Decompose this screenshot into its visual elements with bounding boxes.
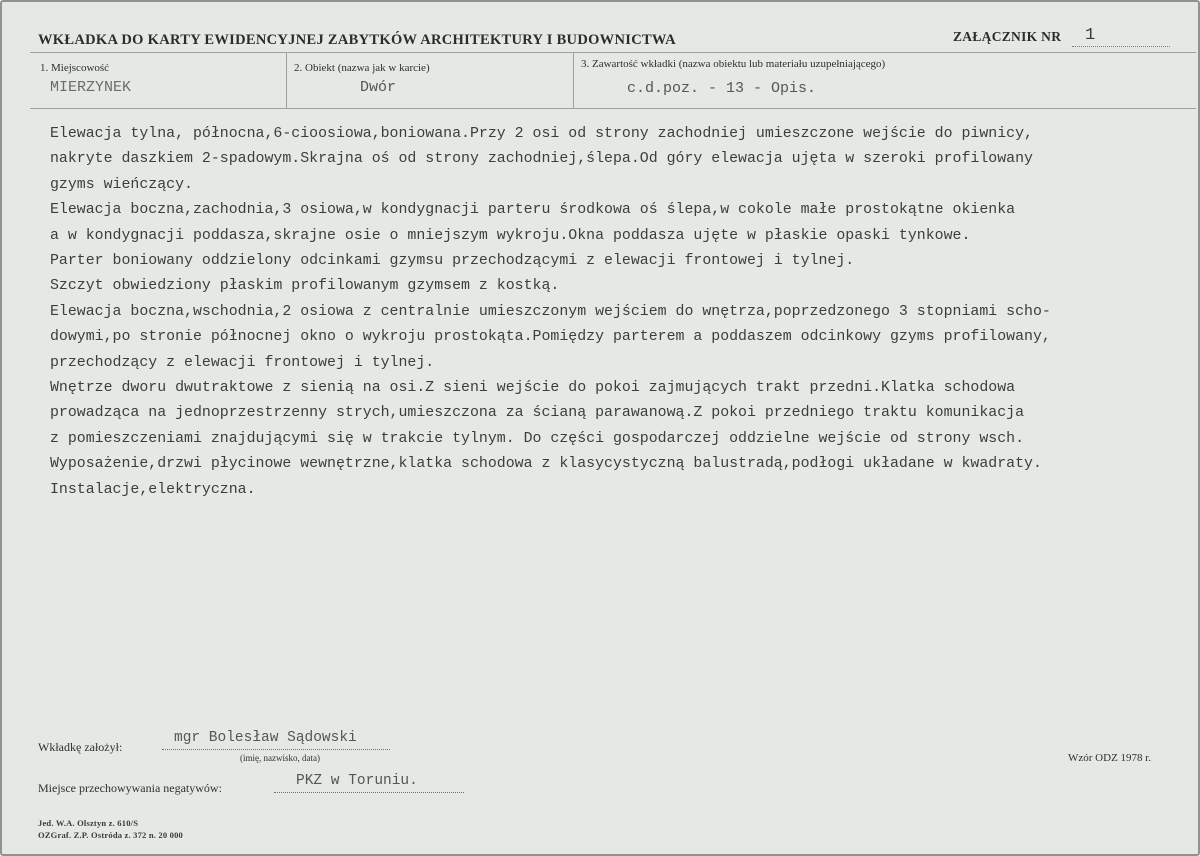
object-value: Dwór xyxy=(360,79,397,96)
object-label: 2. Obiekt (nazwa jak w karcie) xyxy=(294,62,430,74)
form-title: WKŁADKA DO KARTY EWIDENCYJNEJ ZABYTKÓW ARCHITEKTURY I BUDOWNICTWA xyxy=(38,32,676,48)
prepared-by-label: Wkładkę założył: xyxy=(38,740,123,754)
description-line: a w kondygnacji poddasza,skrajne osie o mniejszym wykroju.Okna poddasza ujęte w płaskie opaski tynkowe. xyxy=(50,227,971,244)
prepared-by-hint: (imię, nazwisko, data) xyxy=(240,753,320,763)
pattern-mark: Wzór ODZ 1978 r. xyxy=(1068,752,1152,764)
description-line: Parter boniowany oddzielony odcinkami gzymsu przechodzącymi z elewacji frontowej i tylnej. xyxy=(50,253,855,270)
annex-label: ZAŁĄCZNIK NR xyxy=(953,29,1062,44)
field-divider-1 xyxy=(286,53,287,108)
description-line: z pomieszczeniami znajdującymi się w trakcie tylnym. Do części gospodarczej oddzielne wejście od strony wsch. xyxy=(50,430,1025,447)
header-bottom-rule xyxy=(30,108,1196,109)
field-divider-2 xyxy=(573,53,574,108)
negatives-value: PKZ w Toruniu. xyxy=(296,773,418,789)
locality-value: MIERZYNEK xyxy=(50,79,132,96)
description-line: gzyms wieńczący. xyxy=(50,176,193,193)
contents-label: 3. Zawartość wkładki (nazwa obiektu lub materiału uzupełniającego) xyxy=(581,58,886,70)
description-line: prowadząca na jednoprzestrzenny strych,umieszczona za ścianą parawanową.Z pokoi przedniego traktu komunikacja xyxy=(50,405,1025,422)
print-line-2: OZGraf. Z.P. Ostróda z. 372 n. 20 000 xyxy=(38,830,183,840)
description-line: Wnętrze dworu dwutraktowe z sienią na osi.Z sieni wejście do pokoi zajmujących trakt przedni.Klatka schodowa xyxy=(50,380,1016,397)
description-line: Instalacje,elektryczna. xyxy=(50,481,256,498)
description-line: nakryte daszkiem 2-spadowym.Skrajna oś od strony zachodniej,ślepa.Od góry elewacja ujęta w szeroki profilowany xyxy=(50,151,1033,168)
description-line: Elewacja boczna,wschodnia,2 osiowa z centralnie umieszczonym wejściem do wnętrza,poprzedzonego 3 stopniami scho- xyxy=(50,303,1051,320)
header-top-rule xyxy=(30,52,1196,53)
contents-value: c.d.poz. - 13 - Opis. xyxy=(627,80,817,97)
annex-number: 1 xyxy=(1085,26,1096,45)
description-line: Szczyt obwiedziony płaskim profilowanym gzymsem z kostką. xyxy=(50,278,560,295)
locality-label: 1. Miejscowość xyxy=(40,62,110,74)
prepared-by-value: mgr Bolesław Sądowski xyxy=(174,730,357,746)
prepared-by-underline xyxy=(162,749,390,750)
negatives-label: Miejsce przechowywania negatywów: xyxy=(38,781,222,795)
description-line: Elewacja tylna, północna,6-cioosiowa,boniowana.Przy 2 osi od strony zachodniej umieszczone wejście do piwnicy, xyxy=(50,126,1033,142)
annex-number-underline xyxy=(1072,46,1170,47)
description-line: Elewacja boczna,zachodnia,3 osiowa,w kondygnacji parteru środkowa oś ślepa,w cokole małe prostokątne okienka xyxy=(50,202,1016,219)
print-line-1: Jed. W.A. Olsztyn z. 610/S xyxy=(38,818,139,828)
description-line: dowymi,po stronie północnej okno o wykroju prostokąta.Pomiędzy parterem a poddaszem odcinkowy gzyms profilowany, xyxy=(50,329,1051,346)
description-text xyxy=(50,122,1195,503)
description-line: Wyposażenie,drzwi płycinowe wewnętrzne,klatka schodowa z klasycystyczną balustradą,podłogi układane w kwadraty. xyxy=(50,456,1042,473)
description-line: przechodzący z elewacji frontowej i tylnej. xyxy=(50,354,435,371)
negatives-underline xyxy=(274,792,464,793)
